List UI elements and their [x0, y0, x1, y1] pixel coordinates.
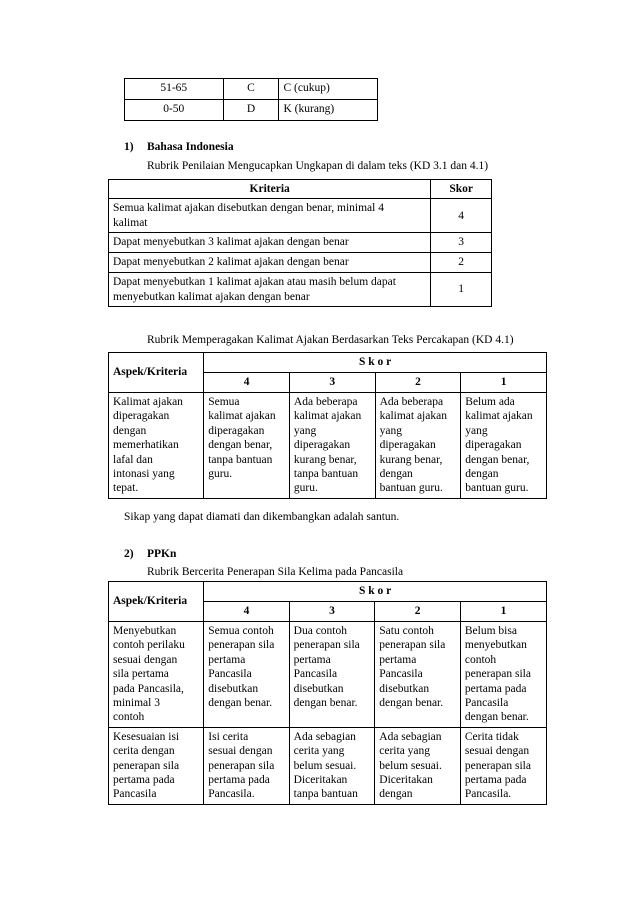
criteria-cell: Dapat menyebutkan 1 kalimat ajakan atau masih belum dapat menyebutkan kalimat ajakan dengan benar: [109, 273, 431, 307]
criteria-cell: Dapat menyebutkan 2 kalimat ajakan dengan benar: [109, 253, 431, 273]
table-row: [109, 622, 547, 728]
table-row: [109, 393, 547, 499]
score-cell: 1: [431, 273, 492, 307]
criteria-cell: Semua kalimat ajakan disebutkan dengan benar, minimal 4 kalimat: [109, 199, 431, 233]
score-description-cell: Belum ada kalimat ajakan yang diperagakan dengan benar, dengan bantuan guru.: [461, 393, 547, 499]
table-header-row: [109, 582, 547, 602]
score-description-cell: Cerita tidak sesuai dengan penerapan sila pertama pada Pancasila.: [460, 727, 546, 804]
score-description-cell: Ada beberapa kalimat ajakan yang diperagakan kurang benar, tanpa bantuan guru.: [289, 393, 375, 499]
score-description-cell: Ada sebagian cerita yang belum sesuai. Diceritakan tanpa bantuan: [289, 727, 375, 804]
score-description-cell: Semua kalimat ajakan diperagakan dengan benar, tanpa bantuan guru.: [204, 393, 290, 499]
section-title: Bahasa Indonesia: [147, 141, 234, 153]
score-level: 2: [375, 602, 461, 622]
section-number: 1): [124, 141, 134, 153]
table-row: [109, 253, 492, 273]
grade-table: [124, 78, 378, 121]
rubric-caption: Rubrik Memperagakan Kalimat Ajakan Berdasarkan Teks Percakapan (KD 4.1): [147, 334, 514, 346]
ppkn-rubric-table: [108, 581, 547, 805]
grade-label: K (kurang): [279, 100, 378, 121]
score-description-cell: Isi cerita sesuai dengan penerapan sila pertama pada Pancasila.: [204, 727, 289, 804]
score-description-cell: Semua contoh penerapan sila pertama Pancasila disebutkan dengan benar.: [204, 622, 289, 728]
table-row: [125, 100, 378, 121]
grade-letter: D: [223, 100, 279, 121]
score-cell: 2: [431, 253, 492, 273]
aspect-header: Aspek/Kriteria: [109, 353, 204, 393]
score-description-cell: Ada sebagian cerita yang belum sesuai. Diceritakan dengan: [375, 727, 461, 804]
score-description-cell: Satu contoh penerapan sila pertama Pancasila disebutkan dengan benar.: [375, 622, 461, 728]
score-level: 4: [204, 373, 290, 393]
score-level: 2: [375, 373, 461, 393]
grade-range: 0-50: [125, 100, 224, 121]
score-header: S k o r: [204, 353, 547, 373]
score-description-cell: Belum bisa menyebutkan contoh penerapan sila pertama pada Pancasila dengan benar.: [460, 622, 546, 728]
table-row: [109, 273, 492, 307]
table-header-row: [109, 353, 547, 373]
section-number: 2): [124, 548, 134, 560]
table-row: [125, 79, 378, 100]
grade-range: 51-65: [125, 79, 224, 100]
aspect-cell: Menyebutkan contoh perilaku sesuai dengan sila pertama pada Pancasila, minimal 3 contoh: [109, 622, 204, 728]
table-row: [109, 727, 547, 804]
criteria-table: [108, 179, 492, 307]
aspect-cell: Kalimat ajakan diperagakan dengan memerhatikan lafal dan intonasi yang tepat.: [109, 393, 204, 499]
table-row: [109, 199, 492, 233]
score-cell: 4: [431, 199, 492, 233]
aspect-header: Aspek/Kriteria: [109, 582, 204, 622]
rubric-caption: Rubrik Bercerita Penerapan Sila Kelima pada Pancasila: [147, 566, 404, 578]
attitude-note: Sikap yang dapat diamati dan dikembangkan adalah santun.: [124, 511, 400, 523]
score-description-cell: Dua contoh penerapan sila pertama Pancasila disebutkan dengan benar.: [289, 622, 375, 728]
score-description-cell: Ada beberapa kalimat ajakan yang diperagakan kurang benar, dengan bantuan guru.: [375, 393, 461, 499]
section-title: PPKn: [147, 548, 177, 560]
table-header-row: [109, 180, 492, 199]
score-level: 3: [289, 602, 375, 622]
criteria-cell: Dapat menyebutkan 3 kalimat ajakan dengan benar: [109, 233, 431, 253]
score-level: 3: [289, 373, 375, 393]
score-level: 1: [460, 602, 546, 622]
aspect-cell: Kesesuaian isi cerita dengan penerapan sila pertama pada Pancasila: [109, 727, 204, 804]
performance-rubric-table: [108, 352, 547, 499]
score-header: Skor: [431, 180, 492, 199]
criteria-header: Kriteria: [109, 180, 431, 199]
score-level: 4: [204, 602, 289, 622]
score-cell: 3: [431, 233, 492, 253]
table-row: [109, 233, 492, 253]
grade-label: C (cukup): [279, 79, 378, 100]
rubric-caption: Rubrik Penilaian Mengucapkan Ungkapan di dalam teks (KD 3.1 dan 4.1): [147, 160, 489, 172]
grade-letter: C: [223, 79, 279, 100]
score-level: 1: [461, 373, 547, 393]
score-header: S k o r: [204, 582, 547, 602]
